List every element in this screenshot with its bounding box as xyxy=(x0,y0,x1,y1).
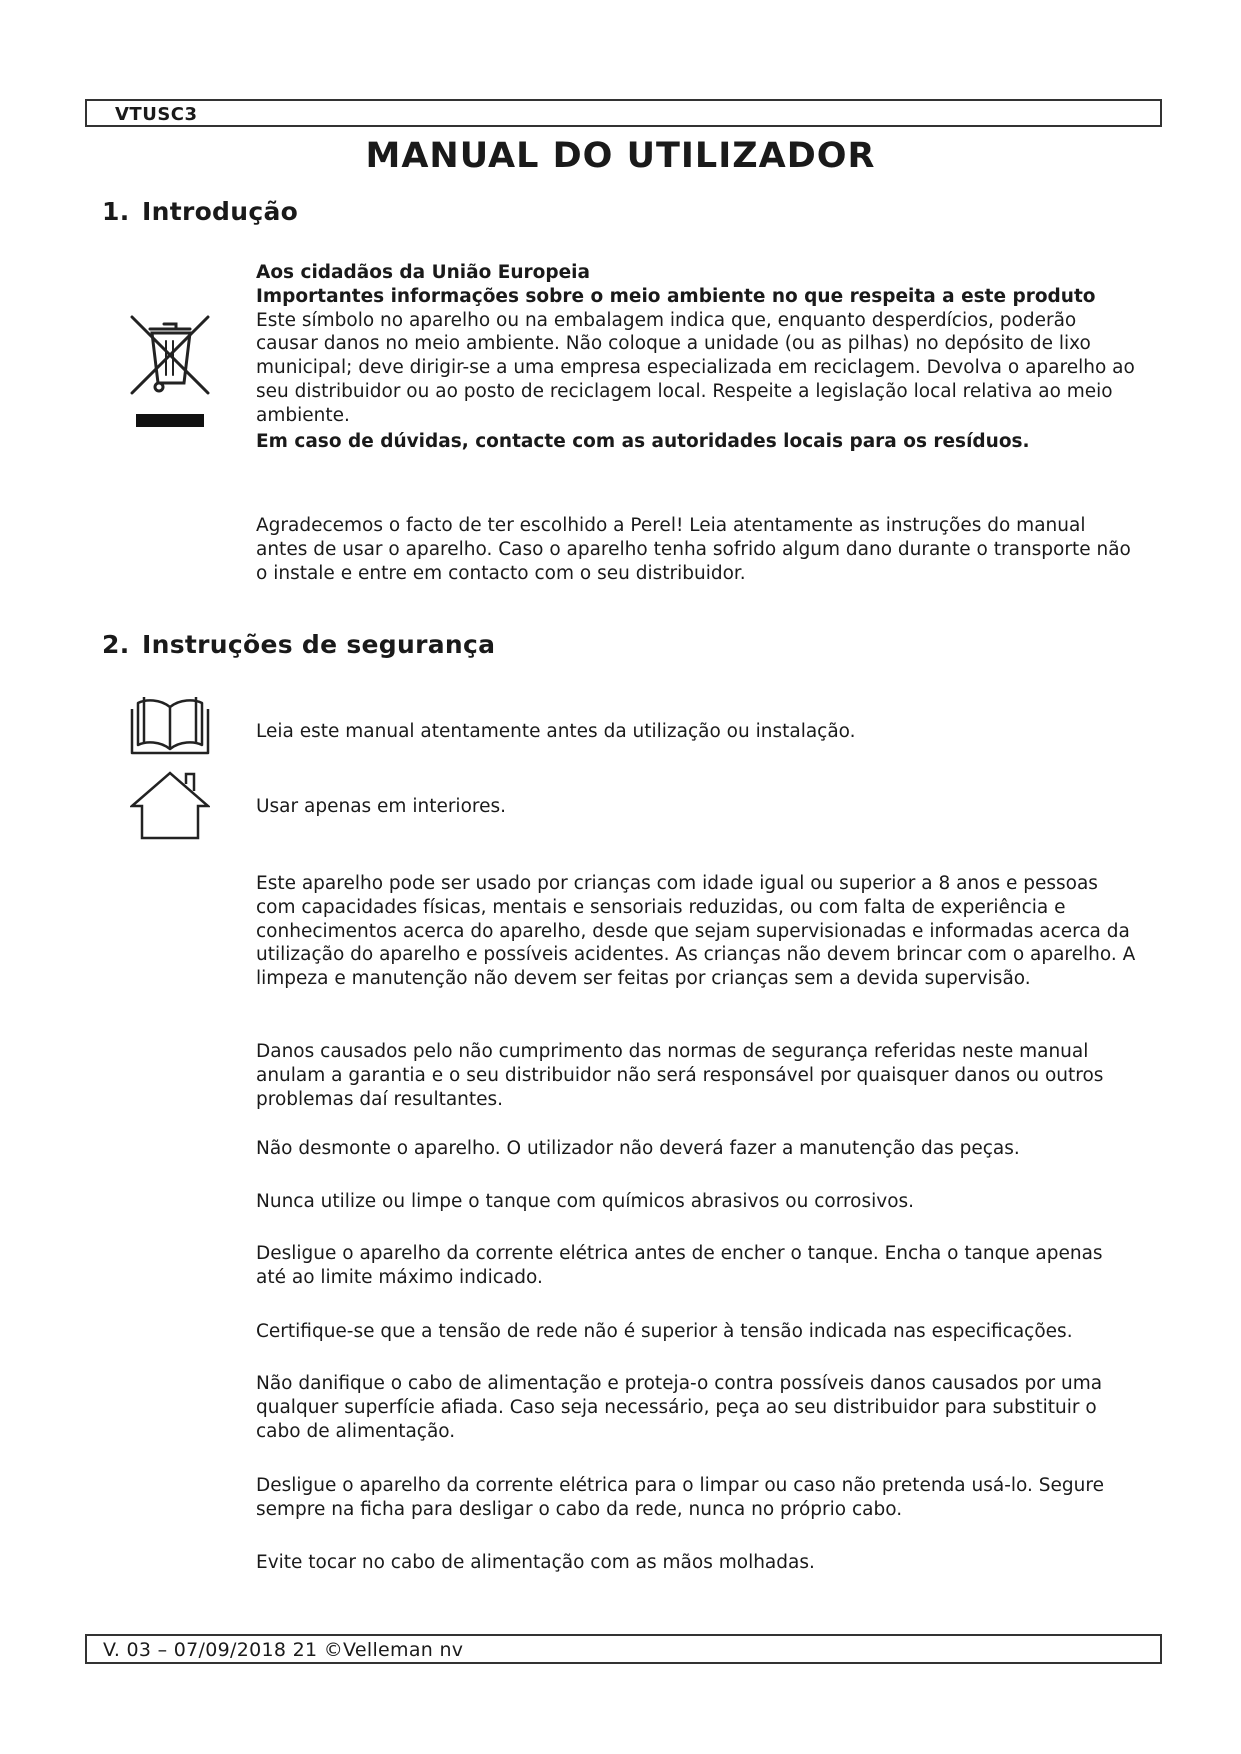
environment-info-block xyxy=(256,261,1136,453)
section-2-heading xyxy=(102,630,495,659)
product-code: VTUSC3 xyxy=(115,104,198,125)
section-1-title: Introdução xyxy=(142,197,299,226)
safety-paragraph: Evite tocar no cabo de alimentação com as mãos molhadas. xyxy=(256,1552,815,1573)
section-2-title: Instruções de segurança xyxy=(142,630,496,659)
section-2-number: 2. xyxy=(102,630,130,659)
thanks-text xyxy=(256,514,1136,585)
section-1-number: 1. xyxy=(102,197,130,226)
safety-paragraph: Certifique-se que a tensão de rede não é superior à tensão indicada nas especificações. xyxy=(256,1321,1073,1342)
footer-text: V. 03 – 07/09/2018 21 ©Velleman nv xyxy=(103,1639,464,1661)
page-title: MANUAL DO UTILIZADOR xyxy=(365,136,876,176)
house-icon xyxy=(130,770,210,844)
eu-citizens-heading: Aos cidadãos da União Europeia xyxy=(256,262,590,283)
indoor-use-text: Usar apenas em interiores. xyxy=(256,796,506,817)
environment-heading: Importantes informações sobre o meio ambiente no que respeita a este produto xyxy=(256,285,1096,307)
local-authorities-text: Em caso de dúvidas, contacte com as autoridades locais para os resíduos. xyxy=(256,430,1030,452)
crossed-out-wheelie-bin-icon xyxy=(128,313,212,435)
safety-paragraph: Não desmonte o aparelho. O utilizador não deverá fazer a manutenção das peças. xyxy=(256,1138,1020,1159)
safety-paragraph: Não danifique o cabo de alimentação e proteja-o contra possíveis danos causados por uma qualquer superfície afiada. Caso seja necessário, peça ao seu distribuidor para substituir o cabo de alimentação. xyxy=(256,1373,1103,1442)
safety-paragraph: Nunca utilize ou limpe o tanque com químicos abrasivos ou corrosivos. xyxy=(256,1191,915,1212)
read-manual-text: Leia este manual atentamente antes da utilização ou instalação. xyxy=(256,721,856,742)
open-book-icon xyxy=(130,693,210,759)
footer-box xyxy=(85,1634,1162,1664)
safety-paragraph: Desligue o aparelho da corrente elétrica para o limpar ou caso não pretenda usá-lo. Segure sempre na ficha para desligar o cabo da rede, nunca no próprio cabo. xyxy=(256,1475,1104,1520)
environment-text: Este símbolo no aparelho ou na embalagem indica que, enquanto desperdícios, poderão causar danos no meio ambiente. Não coloque a unidade (ou as pilhas) no depósito de lixo municipal; deve dirigir-se a uma empresa especializada em reciclagem. Devolva o aparelho ao seu distribuidor ou ao posto de reciclagem local. Respeite a legislação local relativa ao meio ambiente. xyxy=(256,309,1135,426)
safety-paragraph: Desligue o aparelho da corrente elétrica antes de encher o tanque. Encha o tanque apenas até ao limite máximo indicado. xyxy=(256,1243,1103,1288)
section-1-heading xyxy=(102,197,298,226)
safety-paragraph: Danos causados pelo não cumprimento das normas de segurança referidas neste manual anulam a garantia e o seu distribuidor não será responsável por quaisquer danos ou outros problemas daí resultantes. xyxy=(256,1041,1104,1110)
thanks-paragraph: Agradecemos o facto de ter escolhido a Perel! Leia atentamente as instruções do manual antes de usar o aparelho. Caso o aparelho tenha sofrido algum dano durante o transporte não o instale e entre em contacto com o seu distribuidor. xyxy=(256,515,1131,584)
safety-paragraph: Este aparelho pode ser usado por crianças com idade igual ou superior a 8 anos e pessoas com capacidades físicas, mentais e sensoriais reduzidas, ou com falta de experiência e conhecimentos acerca do aparelho, desde que sejam supervisionadas e informadas acerca da utilização do aparelho e possíveis acidentes. As crianças não devem brincar com o aparelho. A limpeza e manutenção não devem ser feitas por crianças sem a devida supervisão. xyxy=(256,873,1136,990)
header-box xyxy=(85,99,1162,127)
